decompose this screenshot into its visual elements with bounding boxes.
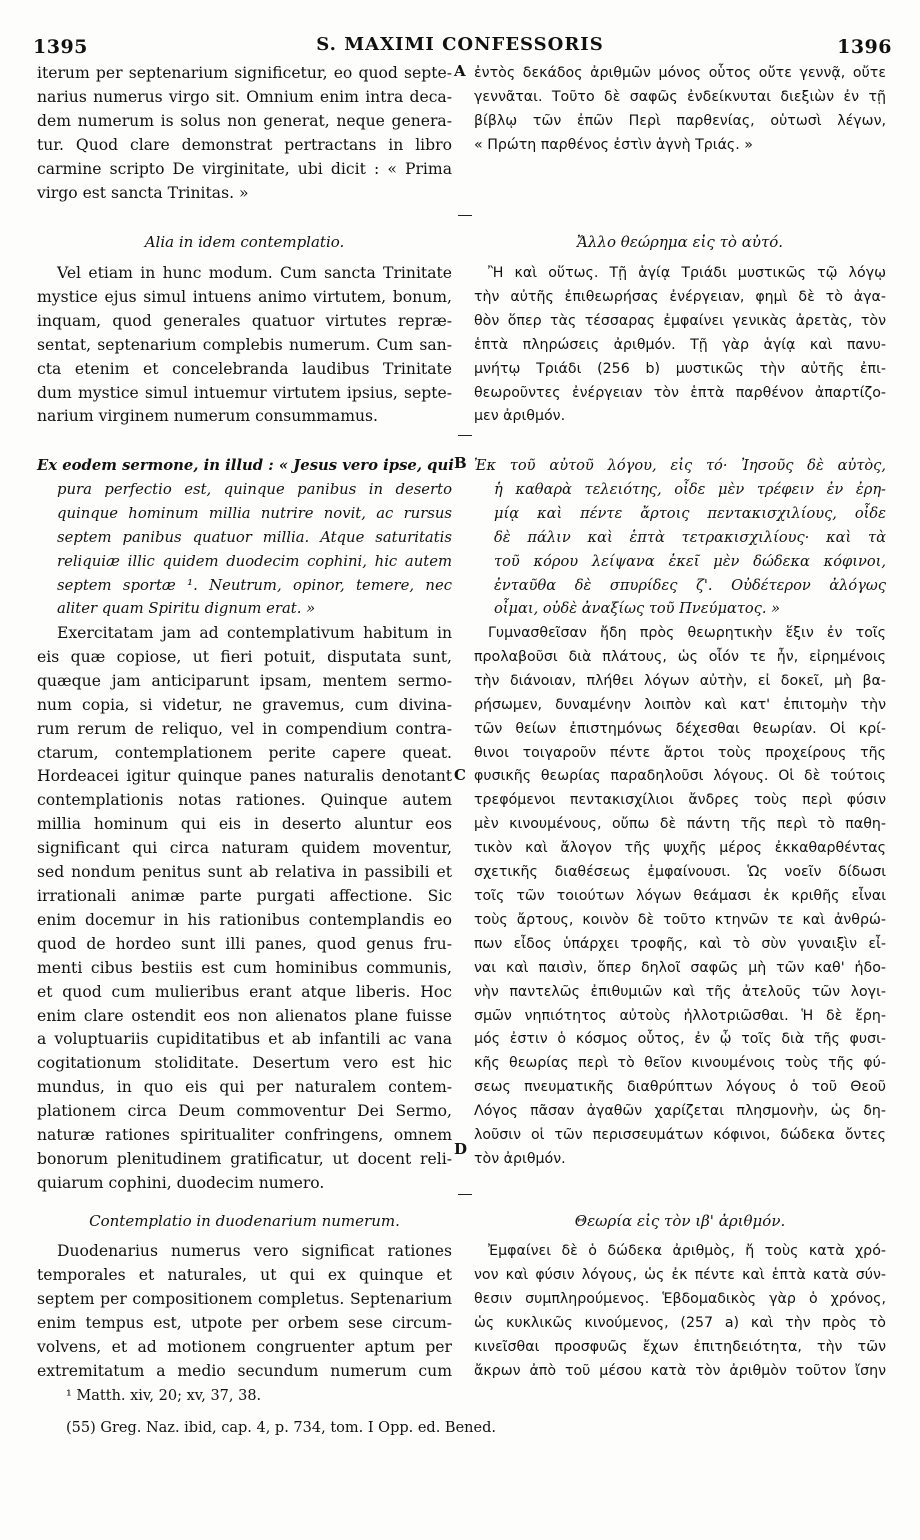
text-line: Ἐμφαίνει δὲ ὁ δώδεκα ἀριθμὸς, ἤ τοὺς κατὰ χρό- [488, 1243, 886, 1259]
footnote-source: (55) Greg. Naz. ibid, cap. 4, p. 734, tom. I Opp. ed. Bened. [66, 1420, 496, 1436]
text-line: θὸν ὅπερ τὰς τέσσαρας ἐμφαίνει γενικὰς ἀρετὰς, τὸν [474, 312, 886, 329]
text-line: narium virginem numerum consummamus. [37, 407, 379, 426]
text-line: Duodenarius numerus vero significat rationes [57, 1242, 452, 1260]
text-line: et quod cum mulieribus erant atque liberis. Hoc [37, 982, 452, 1001]
text-line: θεσιν συμπληρούμενος. Ἑβδομαδικὸς γὰρ ὁ χρόνος, [474, 1290, 886, 1307]
latin-paragraph-3 [37, 1240, 452, 1383]
text-line: quiarum cophini, duodecim numero. [37, 1173, 325, 1192]
text-line: ἐντὸς δεκάδος ἀριθμῶν μόνος οὗτος οὔτε γεννᾷ, οὔτε [474, 65, 886, 81]
text-line: προλαβοῦσι διὰ πλάτους, ὡς οἷόν τε ἦν, εἰρημένοις [474, 648, 886, 665]
text-line: reliquiæ illic quidem duodecim cophini, hic autem [57, 552, 452, 570]
latin-paragraph-2 [37, 622, 452, 1196]
text-line: menti cibus bestiis est cum hominibus communis, [37, 958, 452, 977]
text-line: Vel etiam in hunc modum. Cum sancta Trinitate [57, 264, 452, 282]
text-line: τὴν αὐτῆς ἐπιθεωρήσας ἐνέργειαν, φημὶ δὲ τὸ ἀγα- [474, 288, 886, 305]
running-title: S. MAXIMI CONFESSORIS [316, 34, 604, 55]
text-line: μεν ἀριθμόν. [474, 408, 566, 425]
text-line: iterum per septenarium significetur, eo quod septe- [37, 64, 452, 82]
text-line: μὲν κινουμένους, οὔπω δὲ πάντη τῆς περὶ τὸ παθη- [474, 816, 886, 833]
text-line: naturæ rationes spiritualiter confringens, omnem [37, 1126, 452, 1145]
text-line: μνήτῳ Τριάδι (256 b) μυστικῶς τὴν αὐτῆς ἐπι- [474, 360, 886, 377]
text-line: τῶν θείων ἐπιστημόνως δέχεσθαι θεωρίαν. Οἱ κρί- [474, 720, 886, 737]
margin-marker-a: A [454, 62, 466, 80]
margin-marker-d: D [454, 1140, 468, 1158]
text-line: θεωροῦντες ἐνέργειαν τὸν ἑπτὰ παρθένον ἀπαρτίζο- [474, 384, 886, 401]
text-line: θινοι τοιγαροῦν πέντε ἄρτοι τοὺς προχείρους τῆς [474, 744, 886, 761]
text-line: extremitatum a medio secundum numerum cum [37, 1361, 452, 1380]
text-line: ὡς κυκλικῶς κινούμενος, (257 a) καὶ τὴν πρὸς τὸ [474, 1314, 886, 1331]
latin-heading-alia: Alia in idem contemplatio. [144, 233, 345, 251]
text-line: λοῦσιν οἱ τῶν περισσευμάτων κόφινοι, δώδεκα ὄντες [474, 1127, 886, 1144]
text-line: ναι καὶ παισὶν, ὅπερ δηλοῖ σαφῶς μὴ τῶν καθ' ἡδο- [474, 959, 886, 976]
text-line: tur. Quod clare demonstrat pertractans in libro [37, 135, 452, 154]
text-line: enim tempus est, utpote per orbem sese circum- [37, 1313, 452, 1332]
text-line: septem panibus quatuor millia. Atque saturitatis [57, 528, 452, 546]
text-line: τικὸν καὶ ἄλογον τῆς ψυχῆς μέρος ἐκκαθαρθέντας [474, 840, 886, 857]
text-line: τοῖς τῶν τοιούτων λόγων θεάμασι ἐκ κριθῆς εἶναι [474, 887, 886, 904]
text-line: πων εἶδος ὑπάρχει τροφῆς, καὶ τὸ σὺν γυναιξὶν εἶ- [474, 935, 886, 952]
text-line: virgo est sancta Trinitas. » [37, 183, 249, 202]
text-line: σεως πνευματικῆς διαθρύπτων λόγους ὁ τοῦ Θεοῦ [474, 1079, 886, 1096]
text-line: τοῦ κόρου λείψανα ἐκεῖ μὲν δώδεκα κόφινοι, [494, 552, 886, 570]
text-line: bonorum plenitudinem gratificatur, ut docent reli- [37, 1149, 452, 1168]
text-line: enim docemur in his rationibus contemplandis eo [37, 910, 452, 929]
section-divider [458, 215, 472, 216]
latin-intro [37, 62, 452, 205]
text-line: νὴν παντελῶς ἐπιθυμιῶν καὶ τῆς ἀτελοῦς τῶν λογι- [474, 983, 886, 1000]
text-line: a voluptuariis cupiditatibus et ab infantili ac vana [37, 1030, 452, 1049]
greek-quote [474, 454, 886, 621]
text-line: quæque jam anticiparunt ipsam, mentem sermo- [37, 671, 452, 690]
text-line: τὸν ἀριθμόν. [474, 1150, 566, 1167]
text-line: sed nondum penitus sunt ab relativa in passibili et [37, 863, 452, 882]
greek-paragraph-1 [474, 262, 886, 429]
section-divider [458, 1194, 472, 1195]
text-line: carmine scripto De virginitate, ubi dicit : « Prima [37, 159, 452, 178]
left-page-number: 1395 [33, 36, 88, 58]
greek-paragraph-2 [474, 622, 886, 1172]
text-line: Ἐκ τοῦ αὐτοῦ λόγου, εἰς τό· Ἰησοῦς δὲ αὐτὸς, [474, 457, 886, 474]
footnote-scripture: ¹ Matth. xiv, 20; xv, 37, 38. [66, 1388, 262, 1404]
text-line: « Πρώτη παρθένος ἐστὶν ἁγνὴ Τριάς. » [474, 136, 753, 153]
right-page-number: 1396 [837, 36, 892, 58]
text-line: volvens, et ad motionem congruenter aptum per [37, 1337, 452, 1356]
text-line: temporales et naturales, ut qui ex quinque et [37, 1265, 452, 1284]
text-line: ρήσωμεν, δυναμένην λοιπὸν καὶ κατ' ἐπιτομὴν τὴν [474, 696, 886, 713]
greek-heading-allo: Ἄλλο θεώρημα εἰς τὸ αὐτό. [576, 233, 784, 251]
text-line: Λόγος πᾶσαν ἀγαθῶν χαρίζεται πλησμονὴν, ὡς δη- [474, 1103, 886, 1120]
text-line: mystice ejus simul intuens animo virtutem, bonum, [37, 287, 452, 306]
text-line: σχετικῆς διαθέσεως ἐμφαίνουσι. Ὡς νοεῖν δίδωσι [474, 864, 886, 881]
greek-heading-theoria: Θεωρία εἰς τὸν ιβ' ἀριθμόν. [574, 1212, 786, 1230]
text-line: τοὺς ἄρτους, κοινὸν δὲ τοῦτο κτηνῶν τε καὶ ἀνθρώ- [474, 911, 886, 928]
text-line: νον καὶ φύσιν λόγους, ὡς ἐκ πέντε καὶ ἑπτὰ κατὰ σύν- [474, 1266, 886, 1283]
section-divider [458, 435, 472, 436]
text-line: δὲ πάλιν καὶ ἑπτὰ τετρακισχιλίους· καὶ τὰ [494, 528, 886, 546]
text-line: mundus, in quo eis qui per naturalem contem- [37, 1078, 452, 1097]
text-line: Γυμνασθεῖσαν ἤδη πρὸς θεωρητικὴν ἕξιν ἐν τοῖς [488, 625, 886, 641]
text-line: σμῶν νηπιότητος αὐτοὺς ἠλλοτριῶσθαι. Ἡ δὲ ἔρη- [474, 1007, 886, 1024]
text-line: quinque hominum millia nutrire novit, ac rursus [57, 504, 452, 522]
text-line: cogitationum stoliditate. Desertum vero est hic [37, 1054, 452, 1073]
text-line: ctarum, contemplationem perite capere queat. [37, 743, 452, 762]
text-line: sentat, septenarium complebis numerum. Cum san- [37, 335, 452, 354]
margin-marker-b: B [454, 454, 467, 472]
text-line: significant qui circa naturam quidem moventur, [37, 839, 452, 858]
text-line: Ἢ καὶ οὕτως. Τῇ ἁγίᾳ Τριάδι μυστικῶς τῷ λόγῳ [488, 265, 886, 281]
text-line: ἡ καθαρὰ τελειότης, οἶδε μὲν τρέφειν ἐν ἐρη- [494, 480, 886, 498]
text-line: cta etenim et concelebranda laudibus Trinitate [37, 359, 452, 378]
greek-paragraph-3 [474, 1240, 886, 1383]
text-line: μίᾳ καὶ πέντε ἄρτοις πεντακισχιλίους, οἶδε [494, 504, 886, 522]
text-line: μός ἐστιν ὁ κόσμος οὗτος, ἐν ᾧ τοῖς διὰ τῆς φυσι- [474, 1031, 886, 1048]
text-line: γεννᾶται. Τοῦτο δὲ σαφῶς ἐνδείκνυται διεξιὼν ἐν τῇ [474, 88, 886, 105]
text-line: κῆς θεωρίας περὶ τὸ θεῖον κινουμένοις τοὺς τῆς φύ- [474, 1055, 886, 1072]
text-line: κινεῖσθαι προσφυῶς ἔχων ἐπιτηδειότητα, τὴν τῶν [474, 1338, 886, 1355]
text-line: millia hominum qui eis in deserto aluntur eos [37, 815, 452, 834]
text-line: rum rerum de reliquo, vel in compendium contra- [37, 719, 452, 738]
text-line: Hordeacei igitur quinque panes naturalis denotant [37, 767, 452, 786]
text-line: plationem circa Deum commoventur Dei Sermo, [37, 1102, 452, 1121]
text-line: φυσικῆς θεωρίας παραδηλοῦσι λόγους. Οἱ δὲ τούτοις [474, 768, 886, 785]
text-line: ἐνταῦθα δὲ σπυρίδες ζ'. Οὐδέτερον ἀλόγως [494, 576, 886, 594]
text-line: οἶμαι, οὐδὲ ἀναξίως τοῦ Πνεύματος. » [494, 600, 781, 618]
text-line: septem sportæ ¹. Neutrum, opinor, temere, nec [57, 576, 452, 594]
text-line: τρεφόμενοι πεντακισχίλιοι ἄνδρες τοὺς περὶ φύσιν [474, 792, 886, 809]
greek-intro [474, 62, 886, 158]
text-line: septem per compositionem completus. Septenarium [37, 1289, 452, 1308]
text-line: narius numerus virgo sit. Omnium enim intra deca- [37, 87, 452, 106]
text-line: eis quæ copiose, ut fieri potuit, disputata sunt, [37, 647, 452, 666]
latin-quote [37, 454, 452, 621]
text-line: τὴν διάνοιαν, πλήθει λόγων αὐτὴν, εἰ δοκεῖ, μὴ βα- [474, 672, 886, 689]
text-line: quod de hordeo sunt illi panes, quod genus fru- [37, 934, 452, 953]
margin-marker-c: C [454, 766, 466, 784]
text-line: irrationali animæ parte purgati affectione. Sic [37, 886, 452, 905]
text-line: Ex eodem sermone, in illud : « Jesus vero ipse, qui [37, 457, 454, 474]
text-line: ἑπτὰ πληρώσεις ἀριθμόν. Τῇ γὰρ ἁγίᾳ καὶ πανυ- [474, 336, 886, 353]
text-line: inquam, quod generales quatuor virtutes repræ- [37, 311, 452, 330]
text-line: dum mystice simul intuemur virtutem ipsius, septe- [37, 383, 452, 402]
text-line: dem numerum is solus non generat, neque genera- [37, 111, 452, 130]
text-line: contemplationis notas rationes. Quinque autem [37, 791, 452, 810]
latin-paragraph-1 [37, 262, 452, 429]
text-line: βίβλῳ τῶν ἐπῶν Περὶ παρθενίας, οὑτωσὶ λέγων, [474, 112, 886, 129]
latin-heading-duodenarium: Contemplatio in duodenarium numerum. [89, 1212, 400, 1230]
text-line: aliter quam Spiritu dignum erat. » [57, 600, 316, 618]
text-line: num copia, si videtur, ne gravemus, cum divina- [37, 695, 452, 714]
text-line: Exercitatam jam ad contemplativum habitum in [57, 624, 452, 642]
text-line: pura perfectio est, quinque panibus in deserto [57, 480, 452, 498]
text-line: ἄκρων ἀπὸ τοῦ μέσου κατὰ τὸν ἀριθμὸν τοῦτον ἴσην [474, 1362, 886, 1379]
text-line: enim clare ostendit eos non alienatos plane fuisse [37, 1006, 452, 1025]
